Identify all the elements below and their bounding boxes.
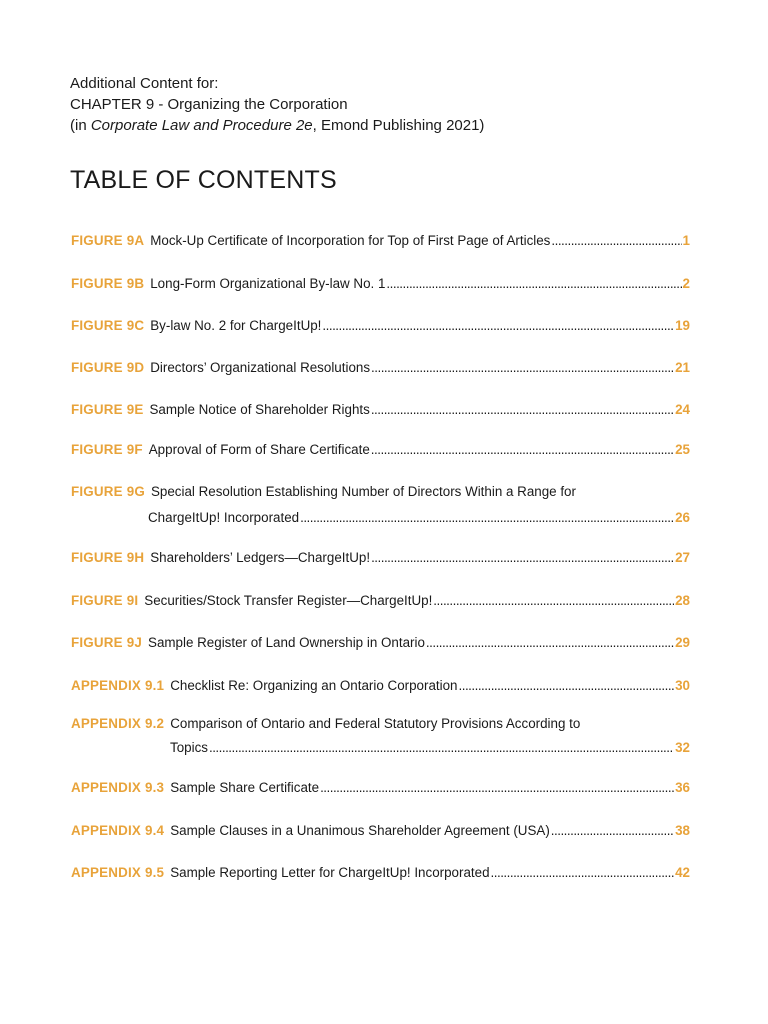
toc-title: TABLE OF CONTENTS: [70, 166, 337, 194]
toc-entry-figure-9h[interactable]: [71, 549, 690, 567]
toc-entry-appendix-9-3[interactable]: [71, 779, 690, 797]
entry-page-number: 24: [675, 402, 690, 417]
entry-text: Checklist Re: Organizing an Ontario Corporation: [170, 678, 458, 693]
entry-label: FIGURE 9E: [71, 402, 144, 417]
toc-entry-appendix-9-4[interactable]: [71, 822, 690, 840]
entry-label: FIGURE 9I: [71, 593, 139, 608]
dot-leader: [371, 401, 674, 419]
dot-leader: [371, 441, 674, 459]
dot-leader: [459, 677, 675, 695]
entry-text: Directors’ Organizational Resolutions: [150, 360, 371, 375]
entry-label: APPENDIX 9.3: [71, 780, 165, 795]
header-line-3: [70, 115, 484, 136]
toc-entry-figure-9i[interactable]: [71, 592, 690, 610]
entry-text: Sample Register of Land Ownership in Ontario: [148, 635, 425, 650]
toc-entry-appendix-9-5[interactable]: [71, 864, 690, 882]
entry-page-number: 42: [675, 865, 690, 880]
dot-leader: [320, 779, 674, 797]
entry-page-number: 30: [675, 678, 690, 693]
entry-text: Sample Reporting Letter for ChargeItUp! Incorporated: [170, 865, 490, 880]
dot-leader: [491, 864, 675, 882]
entry-page-number: 2: [682, 276, 690, 291]
dot-leader: [551, 232, 681, 250]
entry-label: FIGURE 9J: [71, 635, 143, 650]
entry-text: Comparison of Ontario and Federal Statutory Provisions According to: [170, 716, 581, 731]
entry-text: Securities/Stock Transfer Register—ChargeItUp!: [144, 593, 433, 608]
toc-entry-appendix-9-1[interactable]: [71, 677, 690, 695]
dot-leader: [322, 317, 674, 335]
entry-text: Long-Form Organizational By-law No. 1: [150, 276, 386, 291]
entry-text: Sample Share Certificate: [170, 780, 320, 795]
toc-entry-figure-9c[interactable]: [71, 317, 690, 335]
dot-leader: [300, 509, 674, 527]
entry-page-number: 27: [675, 550, 690, 565]
entry-label: APPENDIX 9.2: [71, 716, 165, 731]
entry-page-number: 21: [675, 360, 690, 375]
entry-label: FIGURE 9D: [71, 360, 145, 375]
entry-text: Sample Notice of Shareholder Rights: [149, 402, 370, 417]
entry-text: Special Resolution Establishing Number of Directors Within a Range for: [150, 484, 576, 499]
entry-page-number: 32: [675, 740, 690, 755]
entry-label: FIGURE 9C: [71, 318, 145, 333]
header-line-2: CHAPTER 9 - Organizing the Corporation: [70, 96, 348, 113]
toc-entry-figure-9d[interactable]: [71, 359, 690, 377]
toc-entry-figure-9f[interactable]: [71, 441, 690, 459]
entry-label: FIGURE 9H: [71, 550, 145, 565]
entry-page-number: 36: [675, 780, 690, 795]
dot-leader: [433, 592, 674, 610]
entry-label: APPENDIX 9.1: [71, 678, 165, 693]
entry-text: Mock-Up Certificate of Incorporation for Top of First Page of Articles: [150, 233, 551, 248]
entry-text: Approval of Form of Share Certificate: [148, 442, 370, 457]
dot-leader: [371, 359, 674, 377]
entry-label: FIGURE 9F: [71, 442, 143, 457]
header-line-1: Additional Content for:: [70, 75, 219, 92]
entry-page-number: 25: [675, 442, 690, 457]
entry-page-number: 1: [682, 233, 690, 248]
entry-label: FIGURE 9G: [71, 484, 145, 499]
dot-leader: [209, 739, 674, 757]
toc-entry-figure-9j[interactable]: [71, 634, 690, 652]
header-line-3-suffix: , Emond Publishing 2021): [312, 117, 485, 134]
entry-page-number: 19: [675, 318, 690, 333]
book-title: Corporate Law and Procedure 2e: [90, 117, 313, 134]
entry-label: APPENDIX 9.5: [71, 865, 165, 880]
toc-entry-figure-9e[interactable]: [71, 401, 690, 419]
entry-text: By-law No. 2 for ChargeItUp!: [150, 318, 322, 333]
header-line-3-prefix: (in: [70, 117, 91, 134]
dot-leader: [386, 275, 681, 293]
entry-text: Shareholders’ Ledgers—ChargeItUp!: [150, 550, 371, 565]
entry-label: FIGURE 9A: [71, 233, 145, 248]
dot-leader: [551, 822, 674, 840]
entry-page-number: 28: [675, 593, 690, 608]
entry-page-number: 26: [675, 510, 690, 525]
entry-label: APPENDIX 9.4: [71, 823, 165, 838]
entry-text-continued: ChargeItUp! Incorporated: [148, 510, 300, 525]
document-header: [70, 73, 484, 136]
toc-entry-figure-9g[interactable]: [71, 483, 690, 527]
entry-page-number: 29: [675, 635, 690, 650]
toc-entry-figure-9a[interactable]: [71, 232, 690, 250]
dot-leader: [371, 549, 674, 567]
entry-text-continued: Topics: [170, 740, 208, 755]
toc-entry-appendix-9-2[interactable]: [71, 715, 690, 757]
entry-label: FIGURE 9B: [71, 276, 145, 291]
entry-page-number: 38: [675, 823, 690, 838]
entry-text: Sample Clauses in a Unanimous Shareholder Agreement (USA): [170, 823, 550, 838]
dot-leader: [426, 634, 674, 652]
toc-entry-figure-9b[interactable]: [71, 275, 690, 293]
